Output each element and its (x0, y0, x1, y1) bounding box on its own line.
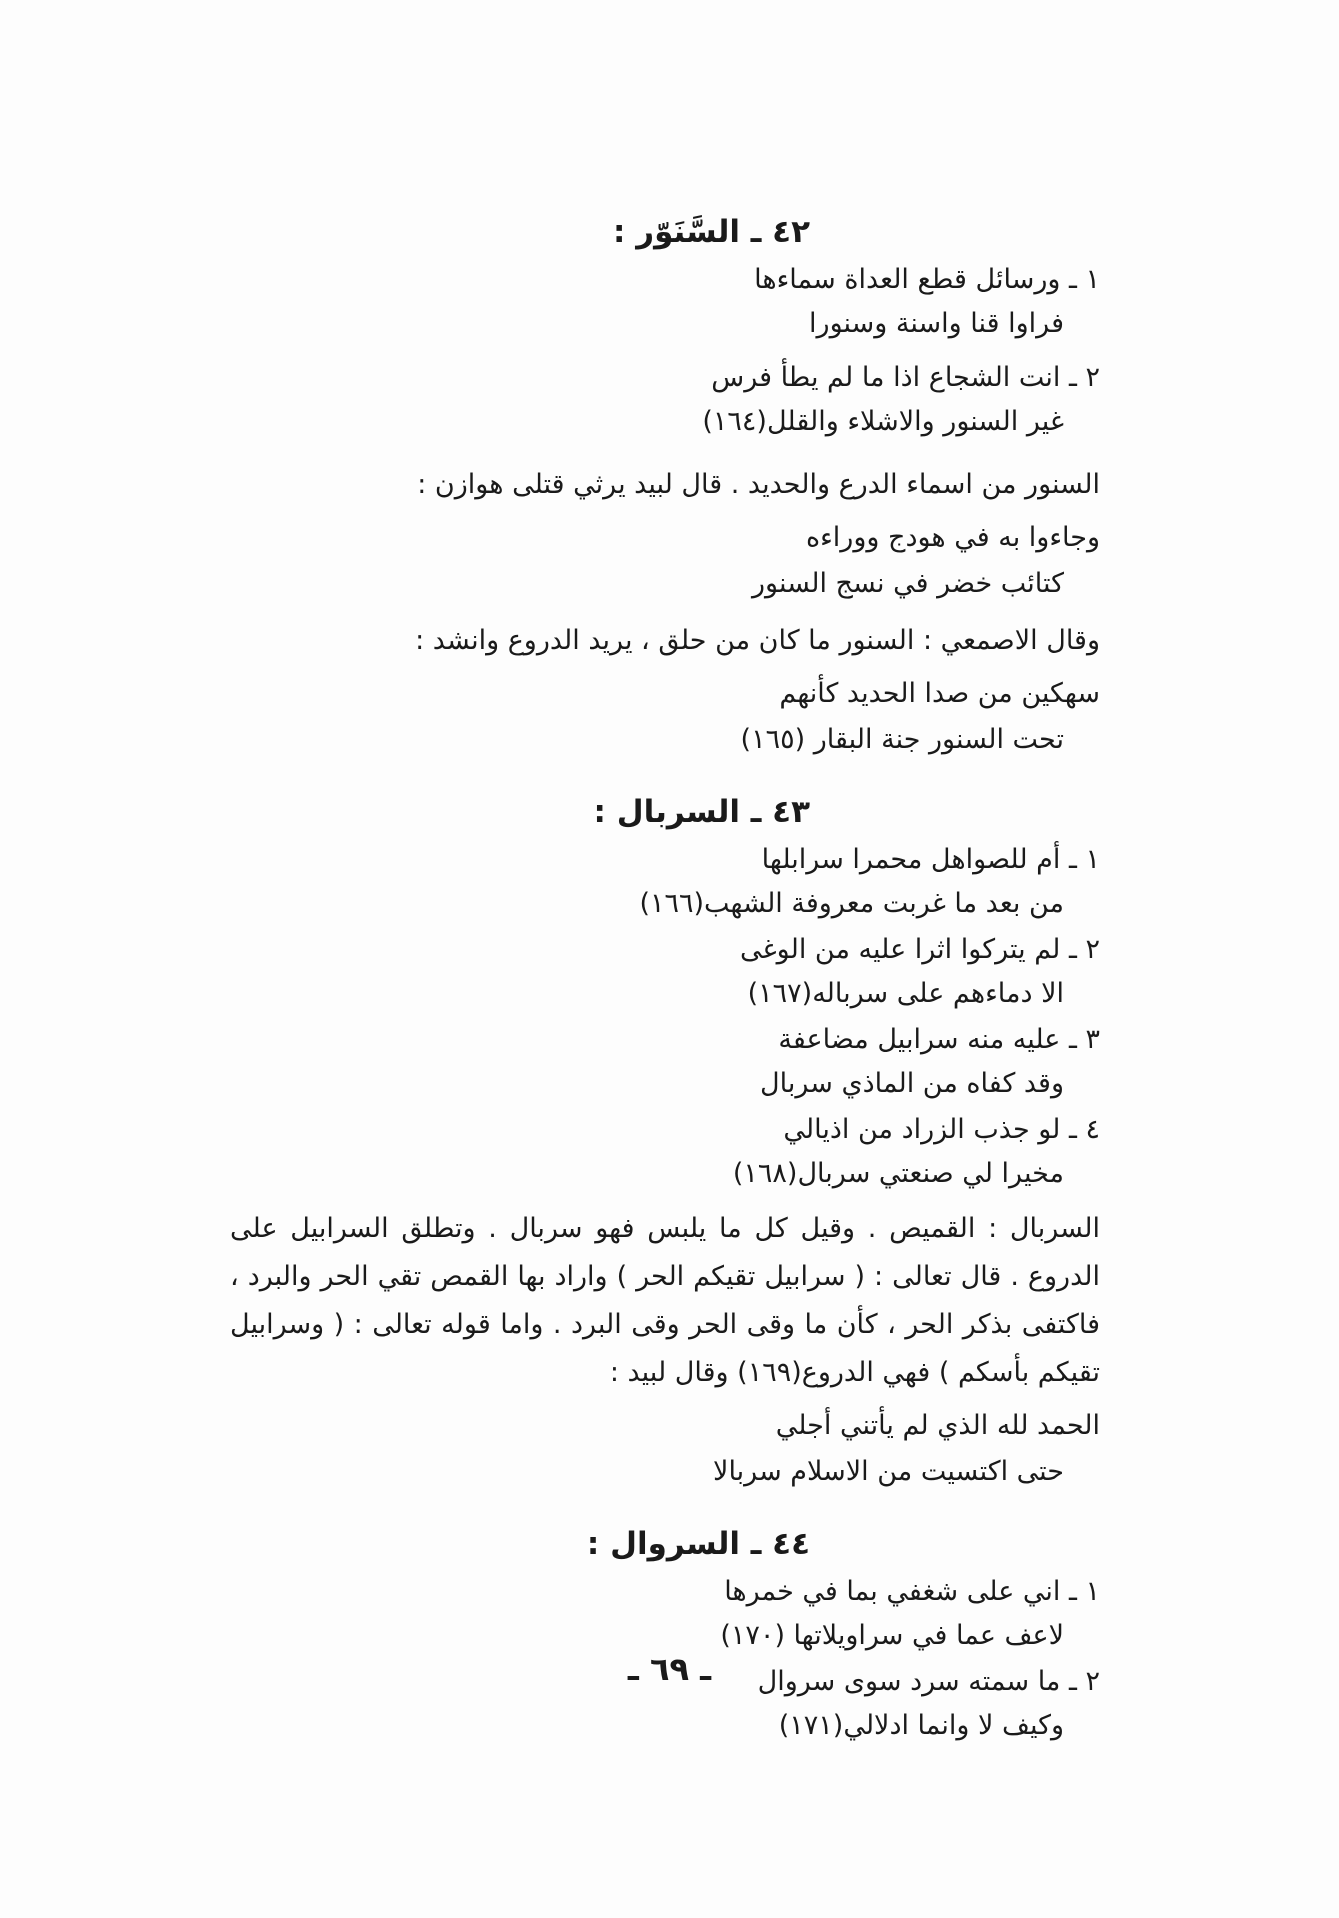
commentary-paragraph: السنور من اسماء الدرع والحديد . قال لبيد يرثي قتلى هوازن : (417, 469, 1100, 500)
verse-42-1 (230, 259, 1100, 357)
verse-first-hemistich: ١ ـ اني على شغفي بما في خمرها (724, 1576, 1100, 1607)
verse-second-hemistich: الا دماءهم على سرباله(١٦٧) (747, 978, 1064, 1009)
verse-second-hemistich: مخيرا لي صنعتي سربال(١٦٨) (732, 1158, 1064, 1189)
verse-first-hemistich: ٤ ـ لو جذب الزراد من اذيالي (783, 1114, 1100, 1145)
verse-second-hemistich: لاعف عما في سراويلاتها (١٧٠) (720, 1620, 1064, 1651)
verse-first-hemistich: ٢ ـ ما سمته سرد سوى سروال (757, 1666, 1100, 1697)
quoted-verse (230, 515, 1100, 611)
verse-second-hemistich: تحت السنور جنة البقار (١٦٥) (740, 724, 1064, 755)
section-heading-42: ٤٢ ـ السَّنَوّر : (613, 214, 810, 250)
page-number: ـ ٦٩ ـ (627, 1650, 712, 1688)
commentary-paragraph: وقال الاصمعي : السنور ما كان من حلق ، يريد الدروع وانشد : (415, 625, 1100, 656)
verse-first-hemistich: ٢ ـ انت الشجاع اذا ما لم يطأ فرس (711, 362, 1100, 393)
verse-second-hemistich: وكيف لا وانما ادلالي(١٧١) (778, 1710, 1064, 1741)
verse-second-hemistich: حتى اكتسيت من الاسلام سربالا (713, 1456, 1064, 1487)
page-body (230, 205, 1100, 1751)
verse-43-1 (230, 839, 1100, 929)
verse-first-hemistich: وجاءوا به في هودج ووراءه (805, 522, 1100, 553)
quoted-verse (230, 671, 1100, 767)
verse-43-4 (230, 1109, 1100, 1199)
verse-first-hemistich: ١ ـ ورسائل قطع العداة سماءها (754, 264, 1100, 295)
verse-first-hemistich: ٢ ـ لم يتركوا اثرا عليه من الوغى (740, 934, 1100, 965)
verse-43-3 (230, 1019, 1100, 1109)
verse-first-hemistich: ١ ـ أم للصواهل محمرا سرابلها (761, 844, 1100, 875)
verse-second-hemistich: غير السنور والاشلاء والقلل(١٦٤) (702, 406, 1064, 437)
verse-second-hemistich: وقد كفاه من الماذي سربال (760, 1068, 1064, 1099)
commentary-paragraph: السربال : القميص . وقيل كل ما يلبس فهو سربال . وتطلق السرابيل على الدروع . قال تعالى : ( سرابيل تقيكم الحر ) واراد بها القمص تقي الحر والبرد ، فاكتفى بذكر الحر ، كأن ما وقى الحر وقى البرد . واما قوله تعالى : ( وسرابيل تقيكم بأسكم ) فهي الدروع(١٦٩) وقال لبيد : (230, 1213, 1100, 1388)
verse-second-hemistich: كتائب خضر في نسج السنور (752, 568, 1064, 599)
section-heading-44: ٤٤ ـ السروال : (586, 1526, 810, 1562)
verse-second-hemistich: من بعد ما غربت معروفة الشهب(١٦٦) (639, 888, 1064, 919)
verse-42-2 (230, 357, 1100, 455)
verse-first-hemistich: سهكين من صدا الحديد كأنهم (779, 678, 1100, 709)
verse-second-hemistich: فراوا قنا واسنة وسنورا (809, 308, 1064, 339)
quoted-verse (230, 1403, 1100, 1499)
verse-first-hemistich: ٣ ـ عليه منه سرابيل مضاعفة (778, 1024, 1100, 1055)
section-heading-43: ٤٣ ـ السربال : (593, 794, 810, 830)
verse-first-hemistich: الحمد لله الذي لم يأتني أجلي (775, 1410, 1100, 1441)
verse-44-1 (230, 1571, 1100, 1661)
verse-43-2 (230, 929, 1100, 1019)
